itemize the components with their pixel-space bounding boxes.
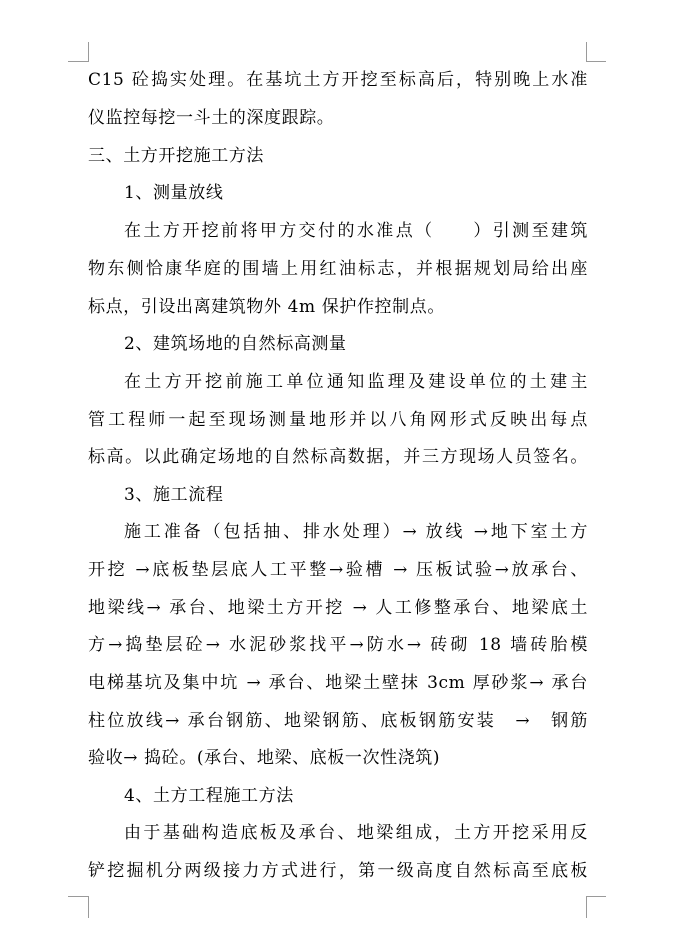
- text-line: 管工程师一起至现场测量地形并以八角网形式反映出每点: [88, 410, 588, 430]
- text-line: 物东侧恰康华庭的围墙上用红油标志，并根据规划局给出座: [88, 259, 588, 279]
- text-line: 开挖 →底板垫层底人工平整→验槽 → 压板试验→放承台、: [88, 560, 588, 580]
- corner-mark-bottom-left-h: [68, 896, 88, 897]
- text-line: 方→捣垫层砼→ 水泥砂浆找平→防水→ 砖砌 18 墙砖胎模: [88, 635, 588, 655]
- text-line: 验收→ 捣砼。(承台、地梁、底板一次性浇筑): [88, 748, 441, 768]
- text-line: 由于基础构造底板及承台、地梁组成，土方开挖采用反: [124, 823, 588, 843]
- corner-mark-bottom-right-v: [586, 896, 587, 918]
- text-line: 电梯基坑及集中坑 → 承台、地梁土壁抹 3cm 厚砂浆→ 承台: [88, 673, 588, 693]
- text-line: 柱位放线→ 承台钢筋、地梁钢筋、底板钢筋安装 → 钢筋: [88, 711, 588, 731]
- text-line: 在土方开挖前施工单位通知监理及建设单位的土建主: [124, 372, 588, 392]
- text-line: 标高。以此确定场地的自然标高数据，并三方现场人员签名。: [88, 447, 588, 467]
- text-line: 铲挖掘机分两级接力方式进行，第一级高度自然标高至底板: [88, 861, 588, 881]
- text-line: C15 砼捣实处理。在基坑土方开挖至标高后，特别晚上水准: [88, 70, 588, 90]
- subsection-heading: 3、施工流程: [124, 485, 224, 505]
- corner-mark-top-left-v: [88, 42, 89, 62]
- text-line: 地梁线→ 承台、地梁土方开挖 → 人工修整承台、地梁底土: [88, 598, 588, 618]
- corner-mark-top-right-v: [586, 42, 587, 62]
- text-line: 在土方开挖前将甲方交付的水准点（ ）引测至建筑: [124, 221, 588, 241]
- text-line: 仪监控每挖一斗土的深度跟踪。: [88, 108, 335, 128]
- subsection-heading: 2、建筑场地的自然标高测量: [124, 334, 347, 354]
- corner-mark-top-left-h: [68, 61, 88, 62]
- corner-mark-bottom-left-v: [88, 896, 89, 918]
- text-line: 标点，引设出离建筑物外 4m 保护作控制点。: [88, 297, 445, 317]
- subsection-heading: 4、土方工程施工方法: [124, 786, 294, 806]
- section-heading: 三、土方开挖施工方法: [88, 146, 264, 166]
- corner-mark-top-right-h: [586, 61, 606, 62]
- corner-mark-bottom-right-h: [586, 896, 606, 897]
- text-line: 施工准备（包括抽、排水处理）→ 放线 →地下室土方: [124, 522, 588, 542]
- subsection-heading: 1、测量放线: [124, 183, 224, 203]
